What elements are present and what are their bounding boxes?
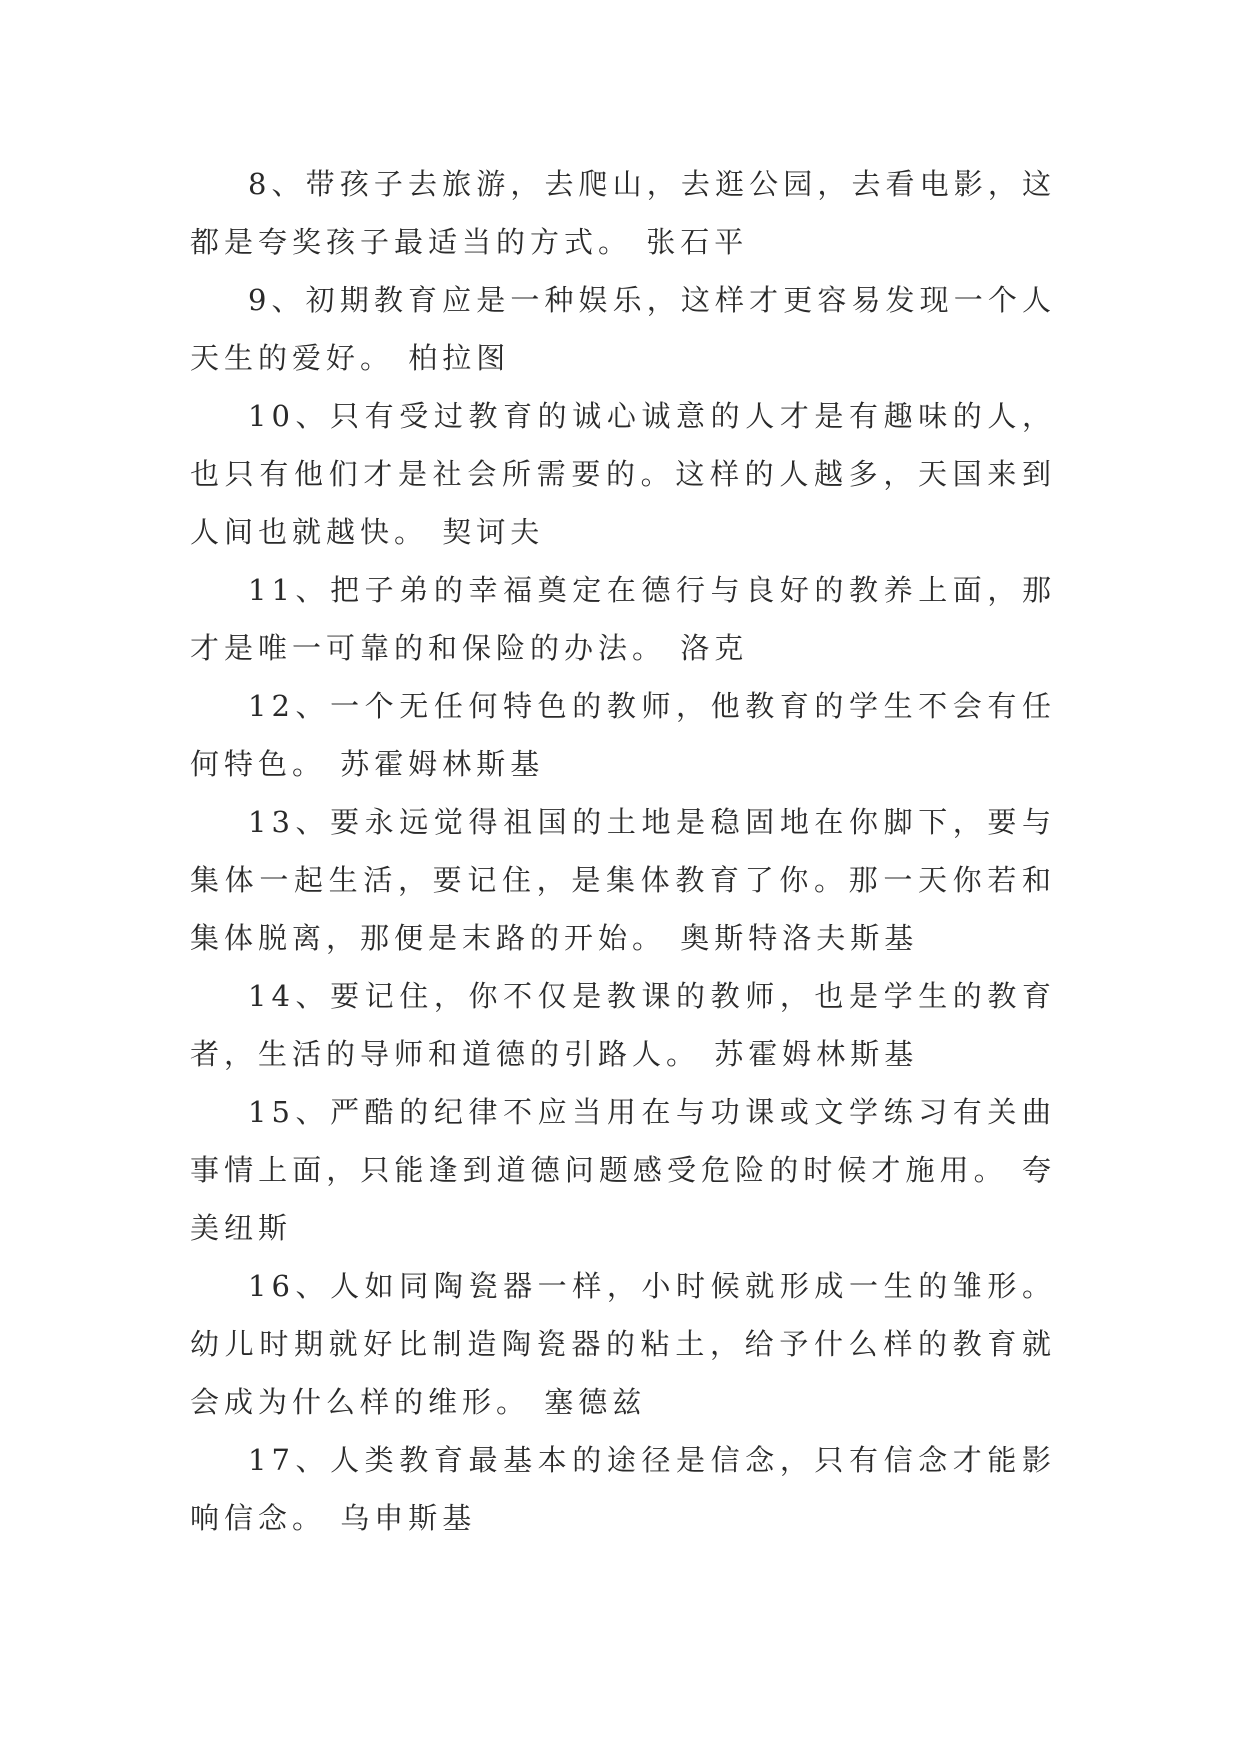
quote-paragraph: 17、人类教育最基本的途径是信念，只有信念才能影响信念。 乌申斯基 <box>190 1443 1056 1535</box>
quote-paragraph: 13、要永远觉得祖国的土地是稳固地在你脚下，要与集体一起生活，要记住，是集体教育了你。那一天你若和集体脱离，那便是末路的开始。 奥斯特洛夫斯基 <box>190 805 1056 955</box>
quote-list <box>190 155 1056 1547</box>
quote-paragraph: 8、带孩子去旅游，去爬山，去逛公园，去看电影，这都是夸奖孩子最适当的方式。 张石平 <box>190 167 1056 259</box>
quote-paragraph: 12、一个无任何特色的教师，他教育的学生不会有任何特色。 苏霍姆林斯基 <box>190 689 1056 781</box>
quote-paragraph: 10、只有受过教育的诚心诚意的人才是有趣味的人，也只有他们才是社会所需要的。这样的人越多，天国来到人间也就越快。 契诃夫 <box>190 399 1056 549</box>
quote-paragraph: 14、要记住，你不仅是教课的教师，也是学生的教育者，生活的导师和道德的引路人。 苏霍姆林斯基 <box>190 979 1056 1071</box>
quote-paragraph: 15、严酷的纪律不应当用在与功课或文学练习有关曲事情上面，只能逢到道德问题感受危险的时候才施用。 夸美纽斯 <box>190 1095 1056 1245</box>
quote-paragraph: 16、人如同陶瓷器一样，小时候就形成一生的雏形。幼儿时期就好比制造陶瓷器的粘土，给予什么样的教育就会成为什么样的维形。 塞德兹 <box>190 1269 1056 1419</box>
quote-paragraph: 9、初期教育应是一种娱乐，这样才更容易发现一个人天生的爱好。 柏拉图 <box>190 283 1056 375</box>
quote-paragraph: 11、把子弟的幸福奠定在德行与良好的教养上面，那才是唯一可靠的和保险的办法。 洛克 <box>190 573 1056 665</box>
